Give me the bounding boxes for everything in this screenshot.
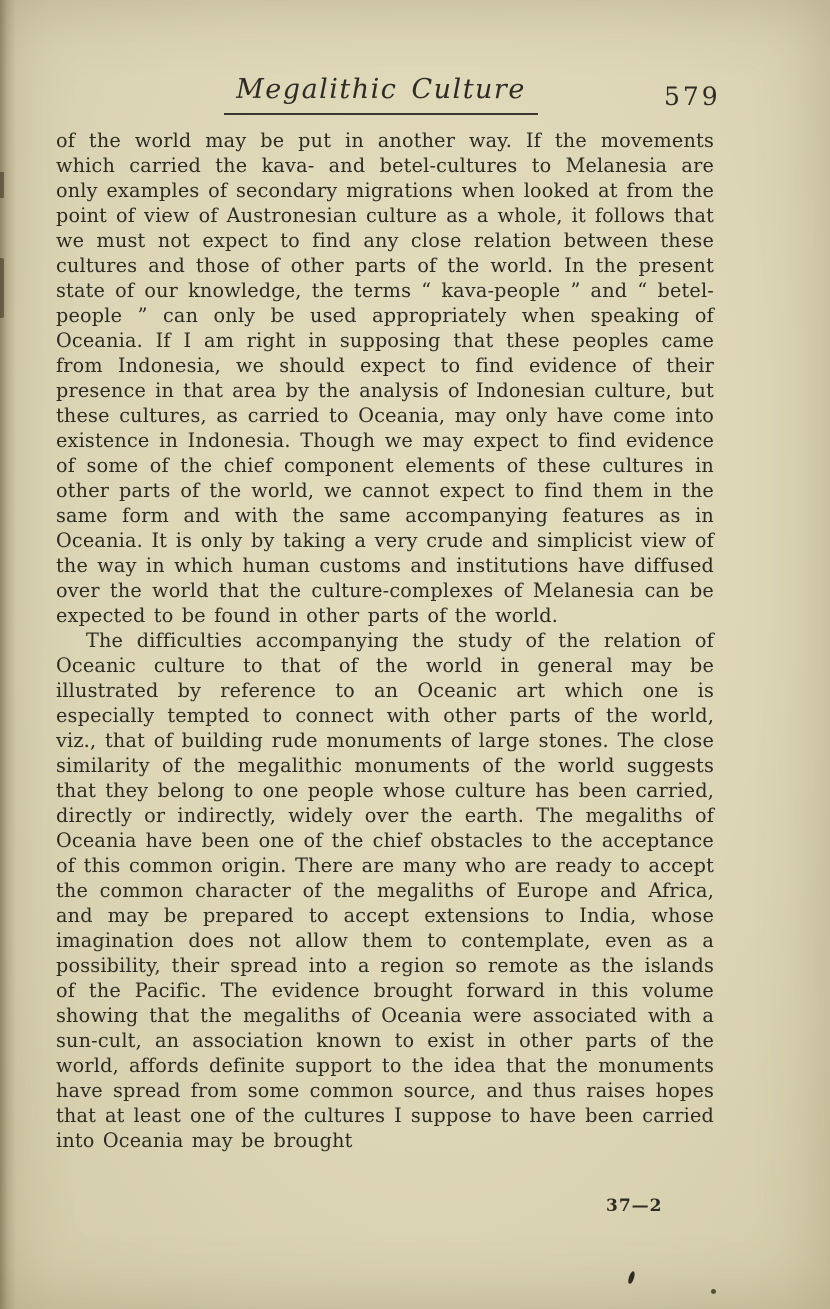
page-edge-mark: [0, 172, 4, 198]
ink-speck: [627, 1271, 636, 1285]
running-title: Megalithic Culture: [236, 74, 526, 105]
running-title-rule: [224, 74, 538, 115]
ink-speck: [711, 1289, 716, 1294]
signature-mark: 37—2: [606, 1196, 663, 1216]
body-paragraph: of the world may be put in another way. If the movements which carried the kava- and betel-cultures to Melanesia are only examples of secondary migrations when looked at from the point of view of Austronesian culture as a whole, it follows that we must not expect to find any close relation between these cultures and those of other parts of the world. In the present state of our knowledge, the terms “ kava-people ” and “ betel-people ” can only be used appropriately when speaking of Oceania. If I am right in supposing that these peoples came from Indonesia, we should expect to find evidence of their presence in that area by the analysis of Indonesian culture, but these cultures, as carried to Oceania, may only have come into existence in Indonesia. Though we may expect to find evidence of some of the chief component elements of these cultures in other parts of the world, we cannot expect to find them in the same form and with the same accompanying features as in Oceania. It is only by taking a very crude and simplicist view of the way in which human customs and institutions have diffused over the world that the culture-complexes of Melanesia can be expected to be found in other parts of the world.: [56, 129, 714, 627]
page-number: 579: [664, 82, 721, 111]
body-paragraph: The difficulties accompanying the study of the relation of Oceanic culture to that of the world in general may be illustrated by reference to an Oceanic art which one is especially tempted to connect with other parts of the world, viz., that of building rude monuments of large stones. The close similarity of the megalithic monuments of the world suggests that they belong to one people whose culture has been carried, directly or indirectly, widely over the earth. The megaliths of Oceania have been one of the chief obstacles to the acceptance of this common origin. There are many who are ready to accept the common character of the megaliths of Europe and Africa, and may be prepared to accept extensions to India, whose imagination does not allow them to contemplate, even as a possibility, their spread into a region so remote as the islands of the Pacific. The evidence brought forward in this volume showing that the megaliths of Oceania were associated with a sun-cult, an association known to exist in other parts of the world, affords definite support to the idea that the monuments have spread from some common source, and thus raises hopes that at least one of the cultures I suppose to have been carried into Oceania may be brought: [56, 629, 714, 1152]
page-edge-mark: [0, 258, 4, 318]
text-block: [56, 128, 714, 1153]
